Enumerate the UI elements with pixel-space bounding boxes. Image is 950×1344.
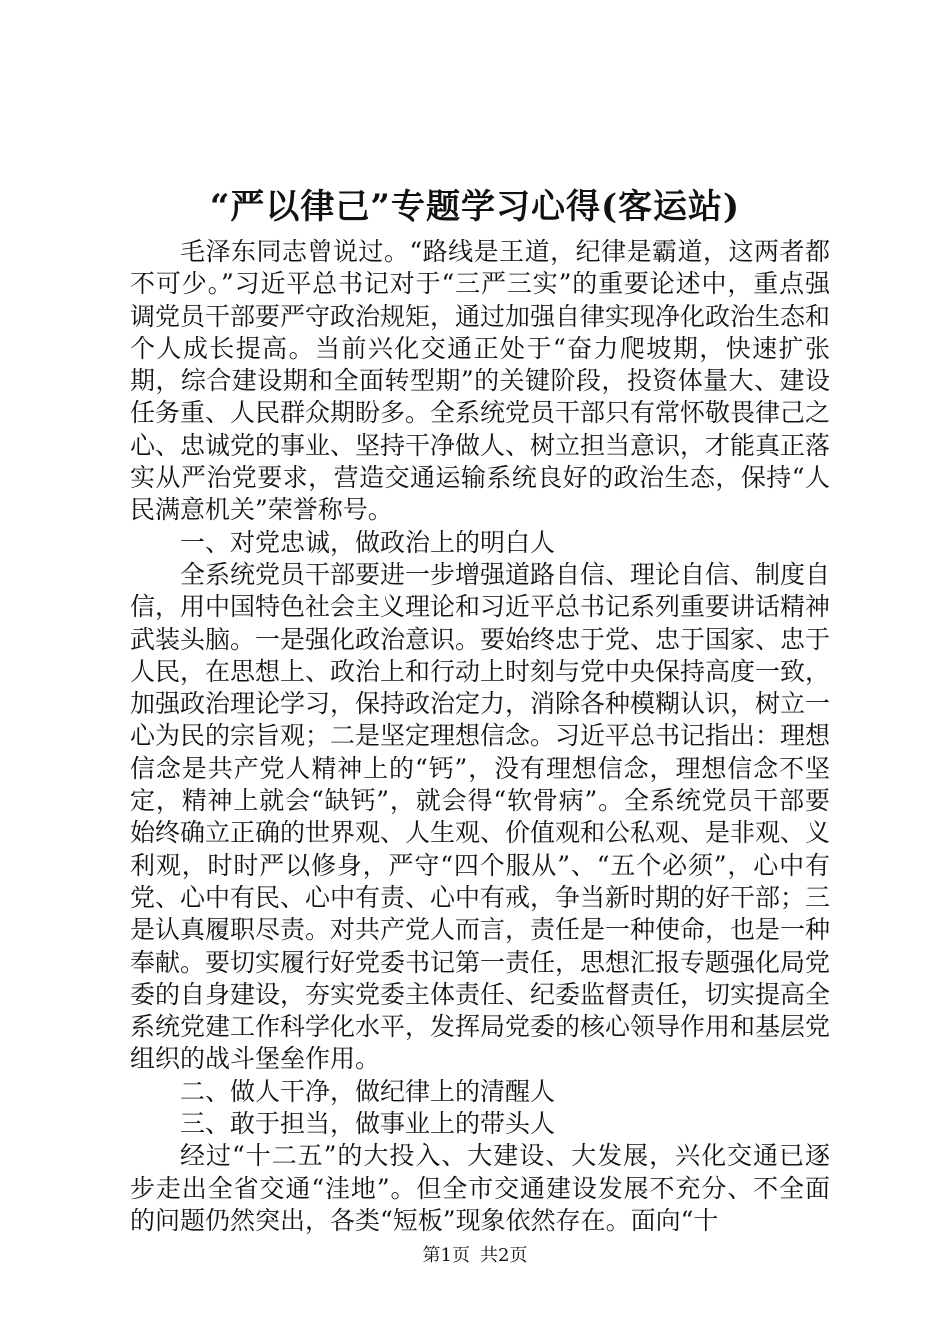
document-title: “严以律己”专题学习心得(客运站) — [209, 187, 741, 227]
section-heading-2: 二、做人干净，做纪律上的清醒人 — [180, 1076, 556, 1106]
paragraph-intro: 毛泽东同志曾说过。“路线是王道，纪律是霸道，这两者都不可少。”习近平总书记对于“三严三实”的重要论述中，重点强调党员干部要严守政治规矩，通过加强自律实现净化政治生态和个人成长提高。当前兴化交通正处于“奋力爬坡期，快速扩张期，综合建设期和全面转型期”的关键阶段，投资体量大、建设任务重、人民群众期盼多。全系统党员干部只有常怀敬畏律己之心、忠诚党的事业、坚持干净做人、树立担当意识，才能真正落实从严治党要求，营造交通运输系统良好的政治生态，保持“人民满意机关”荣誉称号。 — [130, 237, 831, 525]
page-footer — [0, 1244, 950, 1268]
document-body — [130, 236, 830, 1237]
paragraph-section-1: 全系统党员干部要进一步增强道路自信、理论自信、制度自信，用中国特色社会主义理论和习近平总书记系列重要讲话精神武装头脑。一是强化政治意识。要始终忠于党、忠于国家、忠于人民，在思想上、政治上和行动上时刻与党中央保持高度一致，加强政治理论学习，保持政治定力，消除各种模糊认识，树立一心为民的宗旨观；二是坚定理想信念。习近平总书记指出：理想信念是共产党人精神上的“钙”，没有理想信念，理想信念不坚定，精神上就会“缺钙”，就会得“软骨病”。全系统党员干部要始终确立正确的世界观、人生观、价值观和公私观、是非观、义利观，时时严以修身，严守“四个服从”、“五个必须”，心中有党、心中有民、心中有责、心中有戒，争当新时期的好干部；三是认真履职尽责。对共产党人而言，责任是一种使命，也是一种奉献。要切实履行好党委书记第一责任，思想汇报专题强化局党委的自身建设，夯实党委主体责任、纪委监督责任，切实提高全系统党建工作科学化水平，发挥局党委的核心领导作用和基层党组织的战斗堡垒作用。 — [130, 559, 831, 1074]
section-heading-3: 三、敢于担当，做事业上的带头人 — [180, 1109, 556, 1139]
page-total: 共2页 — [480, 1245, 528, 1266]
paragraph-section-3: 经过“十二五”的大投入、大建设、大发展，兴化交通已逐步走出全省交通“洼地”。但全市交通建设发展不充分、不全面的问题仍然突出，各类“短板”现象依然存在。面向“十 — [130, 1141, 830, 1235]
page-number: 第1页 — [422, 1245, 470, 1266]
section-heading-1: 一、对党忠诚，做政治上的明白人 — [180, 527, 556, 557]
